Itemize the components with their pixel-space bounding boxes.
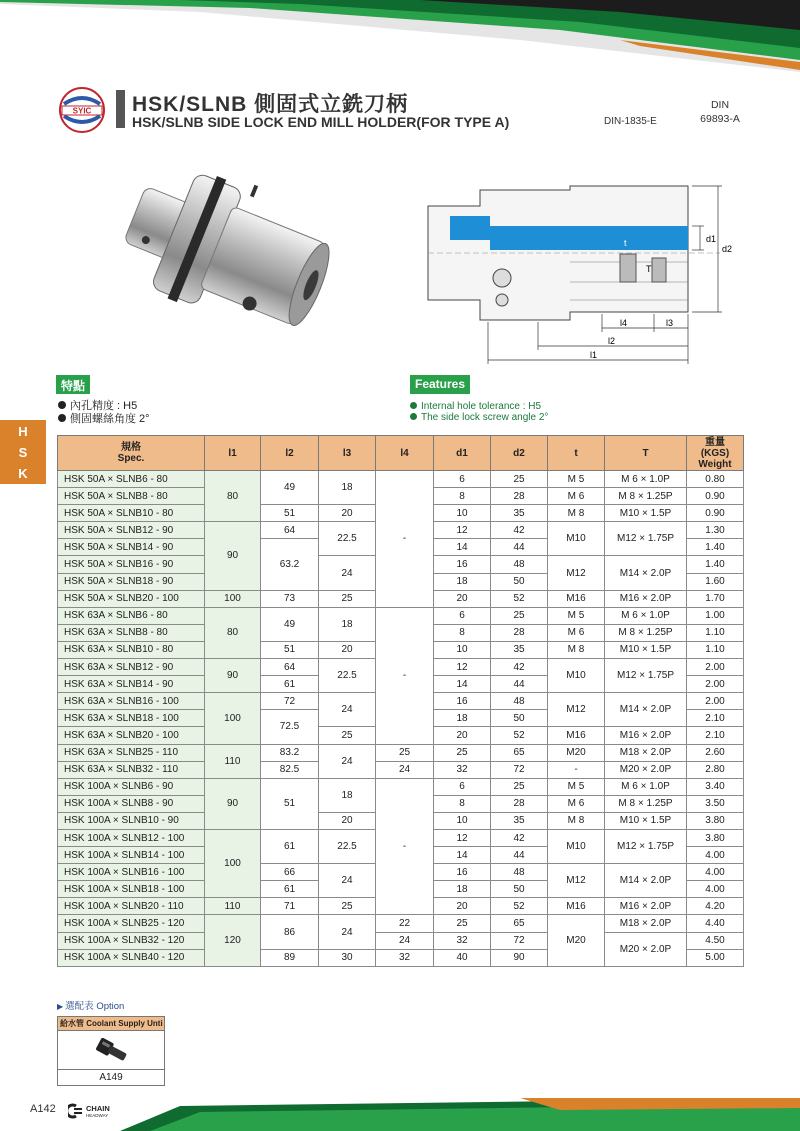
cell-d1: 32 — [434, 761, 491, 778]
cell-l2: 51 — [261, 641, 319, 658]
feature-text: Internal hole tolerance : H5 — [421, 401, 542, 412]
cell-l2: 51 — [261, 778, 319, 829]
cell-w: 1.60 — [687, 573, 744, 590]
cell-w: 0.90 — [687, 488, 744, 505]
feature-item — [410, 401, 548, 412]
bullet-icon — [410, 413, 417, 420]
standard-din — [700, 98, 740, 126]
cell-l2: 61 — [261, 829, 319, 863]
side-tab-letter: K — [18, 466, 28, 481]
cell-l4: 24 — [376, 932, 434, 949]
cell-t: M10 — [548, 522, 605, 556]
cell-l4: - — [376, 607, 434, 744]
drawing-label-d1: d1 — [706, 234, 717, 244]
cell-w: 3.80 — [687, 829, 744, 846]
cell-d1: 18 — [434, 881, 491, 898]
option-heading-en: Option — [96, 1001, 125, 1012]
cell-l3: 18 — [319, 471, 376, 505]
cell-l3: 22.5 — [319, 522, 376, 556]
cell-d1: 12 — [434, 659, 491, 676]
syic-logo — [58, 86, 106, 134]
cell-spec: HSK 63A × SLNB20 - 100 — [58, 727, 205, 744]
cell-spec: HSK 63A × SLNB32 - 110 — [58, 761, 205, 778]
option-card-title — [58, 1017, 164, 1031]
cell-w: 2.80 — [687, 761, 744, 778]
cell-w: 2.00 — [687, 693, 744, 710]
cell-d1: 6 — [434, 778, 491, 795]
cell-l3: 24 — [319, 693, 376, 727]
cell-l2: 89 — [261, 949, 319, 966]
page-title: HSK/SLNB 側固式立銑刀柄 — [132, 93, 409, 116]
cell-T: M14 × 2.0P — [605, 556, 687, 590]
cell-spec: HSK 50A × SLNB6 - 80 — [58, 471, 205, 488]
cell-t: M 6 — [548, 795, 605, 812]
drawing-label-T: T — [646, 264, 652, 274]
cell-spec: HSK 100A × SLNB25 - 120 — [58, 915, 205, 932]
cell-l2: 86 — [261, 915, 319, 949]
cell-d2: 28 — [491, 624, 548, 641]
side-tab-hsk — [0, 420, 46, 484]
cell-w: 2.10 — [687, 710, 744, 727]
table-header-row — [58, 436, 744, 471]
cell-l2: 66 — [261, 864, 319, 881]
drawing-label-l4: l4 — [620, 318, 628, 328]
cell-d1: 20 — [434, 898, 491, 915]
cell-d2: 72 — [491, 932, 548, 949]
cell-w: 4.50 — [687, 932, 744, 949]
cell-l4: 32 — [376, 949, 434, 966]
cell-l2: 61 — [261, 881, 319, 898]
cell-t: M12 — [548, 693, 605, 727]
cell-d2: 35 — [491, 505, 548, 522]
cell-spec: HSK 63A × SLNB6 - 80 — [58, 607, 205, 624]
cell-d1: 10 — [434, 812, 491, 829]
cell-d2: 50 — [491, 881, 548, 898]
standard-din-line2: 69893-A — [700, 113, 740, 125]
cell-l3: 20 — [319, 812, 376, 829]
cell-w: 5.00 — [687, 949, 744, 966]
cell-d2: 35 — [491, 812, 548, 829]
cell-t: M 8 — [548, 505, 605, 522]
cell-w: 0.80 — [687, 471, 744, 488]
cell-T: M10 × 1.5P — [605, 812, 687, 829]
cell-d2: 52 — [491, 727, 548, 744]
cell-t: - — [548, 761, 605, 778]
cell-d2: 52 — [491, 590, 548, 607]
cell-l1: 100 — [205, 693, 261, 744]
cell-l1: 100 — [205, 590, 261, 607]
cell-l1: 120 — [205, 915, 261, 966]
cell-l3: 24 — [319, 864, 376, 898]
cell-w: 3.80 — [687, 812, 744, 829]
col-header-d1: d1 — [434, 436, 491, 471]
cell-w: 3.50 — [687, 795, 744, 812]
col-header-spec-zh: 規格 — [121, 442, 141, 453]
cell-d1: 16 — [434, 556, 491, 573]
triangle-right-icon: ▶ — [57, 1002, 64, 1011]
cell-w: 2.60 — [687, 744, 744, 761]
cell-d1: 16 — [434, 864, 491, 881]
cell-l3: 25 — [319, 727, 376, 744]
top-banner — [0, 0, 800, 75]
cell-d2: 50 — [491, 710, 548, 727]
col-header-spec — [58, 436, 205, 471]
option-heading-zh: 選配表 — [65, 1001, 94, 1012]
cell-spec: HSK 100A × SLNB6 - 90 — [58, 778, 205, 795]
cell-d1: 8 — [434, 624, 491, 641]
page-number: A142 — [30, 1103, 56, 1115]
title-accent-bar — [116, 90, 125, 128]
cell-d1: 25 — [434, 744, 491, 761]
cell-w: 1.40 — [687, 556, 744, 573]
cell-T: M 6 × 1.0P — [605, 607, 687, 624]
cell-d2: 25 — [491, 778, 548, 795]
side-tab-letter: H — [18, 424, 28, 439]
feature-text: 內孔精度 : H5 — [70, 400, 138, 412]
cell-spec: HSK 100A × SLNB20 - 110 — [58, 898, 205, 915]
cell-d1: 18 — [434, 710, 491, 727]
cell-l4: 24 — [376, 761, 434, 778]
cell-l2: 51 — [261, 505, 319, 522]
cell-t: M16 — [548, 727, 605, 744]
product-photo — [100, 170, 340, 370]
feature-item — [58, 413, 150, 426]
cell-t: M10 — [548, 659, 605, 693]
cell-spec: HSK 50A × SLNB20 - 100 — [58, 590, 205, 607]
cell-l2: 64 — [261, 522, 319, 539]
cell-T: M18 × 2.0P — [605, 915, 687, 932]
cell-T: M10 × 1.5P — [605, 505, 687, 522]
cell-d2: 35 — [491, 641, 548, 658]
cell-w: 1.10 — [687, 641, 744, 658]
cell-d2: 44 — [491, 539, 548, 556]
cell-l2: 82.5 — [261, 761, 319, 778]
chain-headway-logo — [68, 1103, 124, 1119]
cell-spec: HSK 100A × SLNB18 - 100 — [58, 881, 205, 898]
cell-d1: 6 — [434, 607, 491, 624]
cell-l1: 110 — [205, 898, 261, 915]
cell-l1: 90 — [205, 522, 261, 590]
cell-l3: 18 — [319, 607, 376, 641]
cell-spec: HSK 50A × SLNB10 - 80 — [58, 505, 205, 522]
drawing-label-t: t — [624, 238, 627, 248]
col-header-t: t — [548, 436, 605, 471]
cell-l1: 90 — [205, 659, 261, 693]
option-heading — [57, 998, 124, 1012]
cell-T: M16 × 2.0P — [605, 727, 687, 744]
cell-l1: 110 — [205, 744, 261, 778]
cell-d1: 8 — [434, 488, 491, 505]
cell-d1: 8 — [434, 795, 491, 812]
cell-t: M 8 — [548, 812, 605, 829]
col-header-weight — [687, 436, 744, 471]
feature-text: The side lock screw angle 2° — [421, 412, 549, 423]
cell-d1: 14 — [434, 676, 491, 693]
table-row — [58, 932, 744, 949]
cell-t: M10 — [548, 829, 605, 863]
cell-d2: 25 — [491, 607, 548, 624]
cell-T: M20 × 2.0P — [605, 932, 687, 966]
cell-spec: HSK 100A × SLNB12 - 100 — [58, 829, 205, 846]
cell-l4: 22 — [376, 915, 434, 932]
features-label-zh: 特點 — [56, 375, 90, 394]
col-header-l4: l4 — [376, 436, 434, 471]
cell-T: M12 × 1.75P — [605, 659, 687, 693]
cell-l3: 30 — [319, 949, 376, 966]
cell-w: 4.40 — [687, 915, 744, 932]
cell-d2: 48 — [491, 556, 548, 573]
col-header-d2: d2 — [491, 436, 548, 471]
cell-w: 4.00 — [687, 881, 744, 898]
cell-d1: 12 — [434, 829, 491, 846]
cell-T: M 6 × 1.0P — [605, 778, 687, 795]
cell-w: 1.00 — [687, 607, 744, 624]
cell-spec: HSK 50A × SLNB16 - 90 — [58, 556, 205, 573]
cell-d1: 25 — [434, 915, 491, 932]
cell-spec: HSK 63A × SLNB25 - 110 — [58, 744, 205, 761]
cell-spec: HSK 100A × SLNB8 - 90 — [58, 795, 205, 812]
table-row — [58, 607, 744, 624]
cell-w: 1.10 — [687, 624, 744, 641]
cell-w: 0.90 — [687, 505, 744, 522]
cell-d1: 20 — [434, 727, 491, 744]
drawing-label-l3: l3 — [666, 318, 674, 328]
cell-t: M 5 — [548, 778, 605, 795]
spec-table — [57, 435, 744, 967]
cell-T: M 8 × 1.25P — [605, 795, 687, 812]
cell-spec: HSK 63A × SLNB14 - 90 — [58, 676, 205, 693]
cell-w: 4.00 — [687, 864, 744, 881]
features-list-en — [410, 401, 548, 423]
cell-l2: 61 — [261, 676, 319, 693]
standard-code: DIN-1835-E — [604, 116, 657, 127]
cell-d2: 28 — [491, 795, 548, 812]
coolant-unit-image — [58, 1031, 164, 1070]
table-row — [58, 915, 744, 932]
cell-spec: HSK 63A × SLNB18 - 100 — [58, 710, 205, 727]
cell-spec: HSK 100A × SLNB16 - 100 — [58, 864, 205, 881]
col-header-weight-en: Weight — [698, 458, 732, 470]
cell-w: 2.10 — [687, 727, 744, 744]
drawing-label-l1: l1 — [590, 350, 598, 360]
cell-t: M 5 — [548, 607, 605, 624]
table-row — [58, 761, 744, 778]
cell-spec: HSK 100A × SLNB32 - 120 — [58, 932, 205, 949]
cell-d2: 42 — [491, 659, 548, 676]
logo-text: SYIC — [72, 106, 92, 116]
cell-t: M 5 — [548, 471, 605, 488]
cell-d1: 6 — [434, 471, 491, 488]
cell-spec: HSK 100A × SLNB40 - 120 — [58, 949, 205, 966]
cell-spec: HSK 100A × SLNB10 - 90 — [58, 812, 205, 829]
col-header-l3: l3 — [319, 436, 376, 471]
cell-w: 2.00 — [687, 659, 744, 676]
cell-spec: HSK 63A × SLNB12 - 90 — [58, 659, 205, 676]
bullet-icon — [58, 401, 66, 409]
cell-T: M 8 × 1.25P — [605, 488, 687, 505]
cell-d2: 52 — [491, 898, 548, 915]
side-tab-letter: S — [18, 445, 28, 460]
cell-T: M20 × 2.0P — [605, 761, 687, 778]
cell-d1: 32 — [434, 932, 491, 949]
cell-l2: 49 — [261, 471, 319, 505]
cell-w: 1.40 — [687, 539, 744, 556]
option-card-coolant — [57, 1016, 165, 1086]
cell-t: M 6 — [548, 624, 605, 641]
cell-w: 4.00 — [687, 847, 744, 864]
cell-l2: 64 — [261, 659, 319, 676]
cell-T: M16 × 2.0P — [605, 898, 687, 915]
cell-d1: 16 — [434, 693, 491, 710]
cell-l2: 49 — [261, 607, 319, 641]
cell-l1: 80 — [205, 607, 261, 658]
cell-d2: 90 — [491, 949, 548, 966]
cell-w: 2.00 — [687, 676, 744, 693]
col-header-T: T — [605, 436, 687, 471]
cell-t: M20 — [548, 915, 605, 966]
cell-l2: 83.2 — [261, 744, 319, 761]
cell-t: M 6 — [548, 488, 605, 505]
cell-l4: - — [376, 471, 434, 608]
cell-d1: 12 — [434, 522, 491, 539]
brand-line2: HEADWAY — [86, 1113, 109, 1118]
cell-l4: 25 — [376, 744, 434, 761]
cell-d1: 40 — [434, 949, 491, 966]
col-header-weight-unit: (KGS) — [700, 447, 730, 459]
option-code: A149 — [99, 1072, 123, 1083]
col-header-l1: l1 — [205, 436, 261, 471]
option-title-en: Coolant Supply Unti — [86, 1019, 163, 1028]
cell-t: M12 — [548, 864, 605, 898]
cell-t: M20 — [548, 744, 605, 761]
cell-T: M14 × 2.0P — [605, 693, 687, 727]
cell-l3: 20 — [319, 505, 376, 522]
cell-d1: 10 — [434, 641, 491, 658]
cell-d2: 44 — [491, 676, 548, 693]
table-row — [58, 778, 744, 795]
cell-l2: 71 — [261, 898, 319, 915]
cell-T: M16 × 2.0P — [605, 590, 687, 607]
cell-t: M 8 — [548, 641, 605, 658]
cell-spec: HSK 50A × SLNB8 - 80 — [58, 488, 205, 505]
cell-T: M18 × 2.0P — [605, 744, 687, 761]
drawing-label-d2: d2 — [722, 244, 733, 254]
cell-w: 4.20 — [687, 898, 744, 915]
cell-d1: 10 — [434, 505, 491, 522]
cell-w: 1.70 — [687, 590, 744, 607]
cell-spec: HSK 50A × SLNB12 - 90 — [58, 522, 205, 539]
cell-spec: HSK 63A × SLNB16 - 100 — [58, 693, 205, 710]
cell-t: M16 — [548, 590, 605, 607]
bullet-icon — [58, 414, 66, 422]
cell-spec: HSK 63A × SLNB10 - 80 — [58, 641, 205, 658]
cell-l3: 18 — [319, 778, 376, 812]
coolant-tube-icon — [91, 1035, 131, 1065]
cell-l3: 24 — [319, 744, 376, 778]
technical-drawing — [420, 182, 740, 367]
brand-line1: CHAIN — [86, 1104, 110, 1113]
standard-din-line1: DIN — [710, 99, 730, 111]
cell-t: M12 — [548, 556, 605, 590]
col-header-weight-zh: 重量 — [705, 436, 725, 448]
cell-spec: HSK 50A × SLNB18 - 90 — [58, 573, 205, 590]
cell-d2: 25 — [491, 471, 548, 488]
drawing-label-l2: l2 — [608, 336, 616, 346]
feature-item — [410, 412, 548, 423]
cell-d2: 65 — [491, 915, 548, 932]
cell-d2: 48 — [491, 693, 548, 710]
cell-spec: HSK 100A × SLNB14 - 100 — [58, 847, 205, 864]
cell-spec: HSK 50A × SLNB14 - 90 — [58, 539, 205, 556]
cell-T: M12 × 1.75P — [605, 522, 687, 556]
cell-d2: 50 — [491, 573, 548, 590]
cell-w: 3.40 — [687, 778, 744, 795]
cell-spec: HSK 63A × SLNB8 - 80 — [58, 624, 205, 641]
cell-T: M 6 × 1.0P — [605, 471, 687, 488]
col-header-l2: l2 — [261, 436, 319, 471]
cell-d1: 14 — [434, 539, 491, 556]
cell-l3: 25 — [319, 898, 376, 915]
cell-l2: 72 — [261, 693, 319, 710]
cell-d2: 42 — [491, 522, 548, 539]
table-row — [58, 471, 744, 488]
cell-d1: 18 — [434, 573, 491, 590]
cell-t: M16 — [548, 898, 605, 915]
cell-l1: 90 — [205, 778, 261, 829]
cell-l1: 100 — [205, 829, 261, 897]
cell-d2: 28 — [491, 488, 548, 505]
cell-l1: 80 — [205, 471, 261, 522]
features-list-zh — [58, 400, 150, 426]
feature-item — [58, 400, 150, 413]
cell-l2: 72.5 — [261, 710, 319, 744]
cell-l3: 20 — [319, 641, 376, 658]
cell-d2: 65 — [491, 744, 548, 761]
cell-T: M 8 × 1.25P — [605, 624, 687, 641]
cell-T: M12 × 1.75P — [605, 829, 687, 863]
cell-d2: 72 — [491, 761, 548, 778]
cell-l2: 73 — [261, 590, 319, 607]
cell-l2: 63.2 — [261, 539, 319, 590]
cell-l3: 24 — [319, 556, 376, 590]
cell-T: M14 × 2.0P — [605, 864, 687, 898]
cell-d1: 20 — [434, 590, 491, 607]
features-label-en: Features — [410, 375, 470, 394]
bullet-icon — [410, 402, 417, 409]
feature-text: 側固螺絲角度 2° — [70, 413, 150, 425]
page-subtitle: HSK/SLNB SIDE LOCK END MILL HOLDER(FOR TYPE A) — [132, 114, 510, 130]
option-title-zh: 給水管 — [60, 1019, 84, 1028]
cell-l3: 25 — [319, 590, 376, 607]
cell-l3: 24 — [319, 915, 376, 949]
cell-d1: 14 — [434, 847, 491, 864]
cell-d2: 44 — [491, 847, 548, 864]
cell-l3: 22.5 — [319, 659, 376, 693]
cell-d2: 48 — [491, 864, 548, 881]
cell-d2: 42 — [491, 829, 548, 846]
cell-l4: - — [376, 778, 434, 915]
cell-w: 1.30 — [687, 522, 744, 539]
col-header-spec-en: Spec. — [117, 453, 145, 464]
table-row — [58, 744, 744, 761]
cell-l3: 22.5 — [319, 829, 376, 863]
cell-T: M10 × 1.5P — [605, 641, 687, 658]
